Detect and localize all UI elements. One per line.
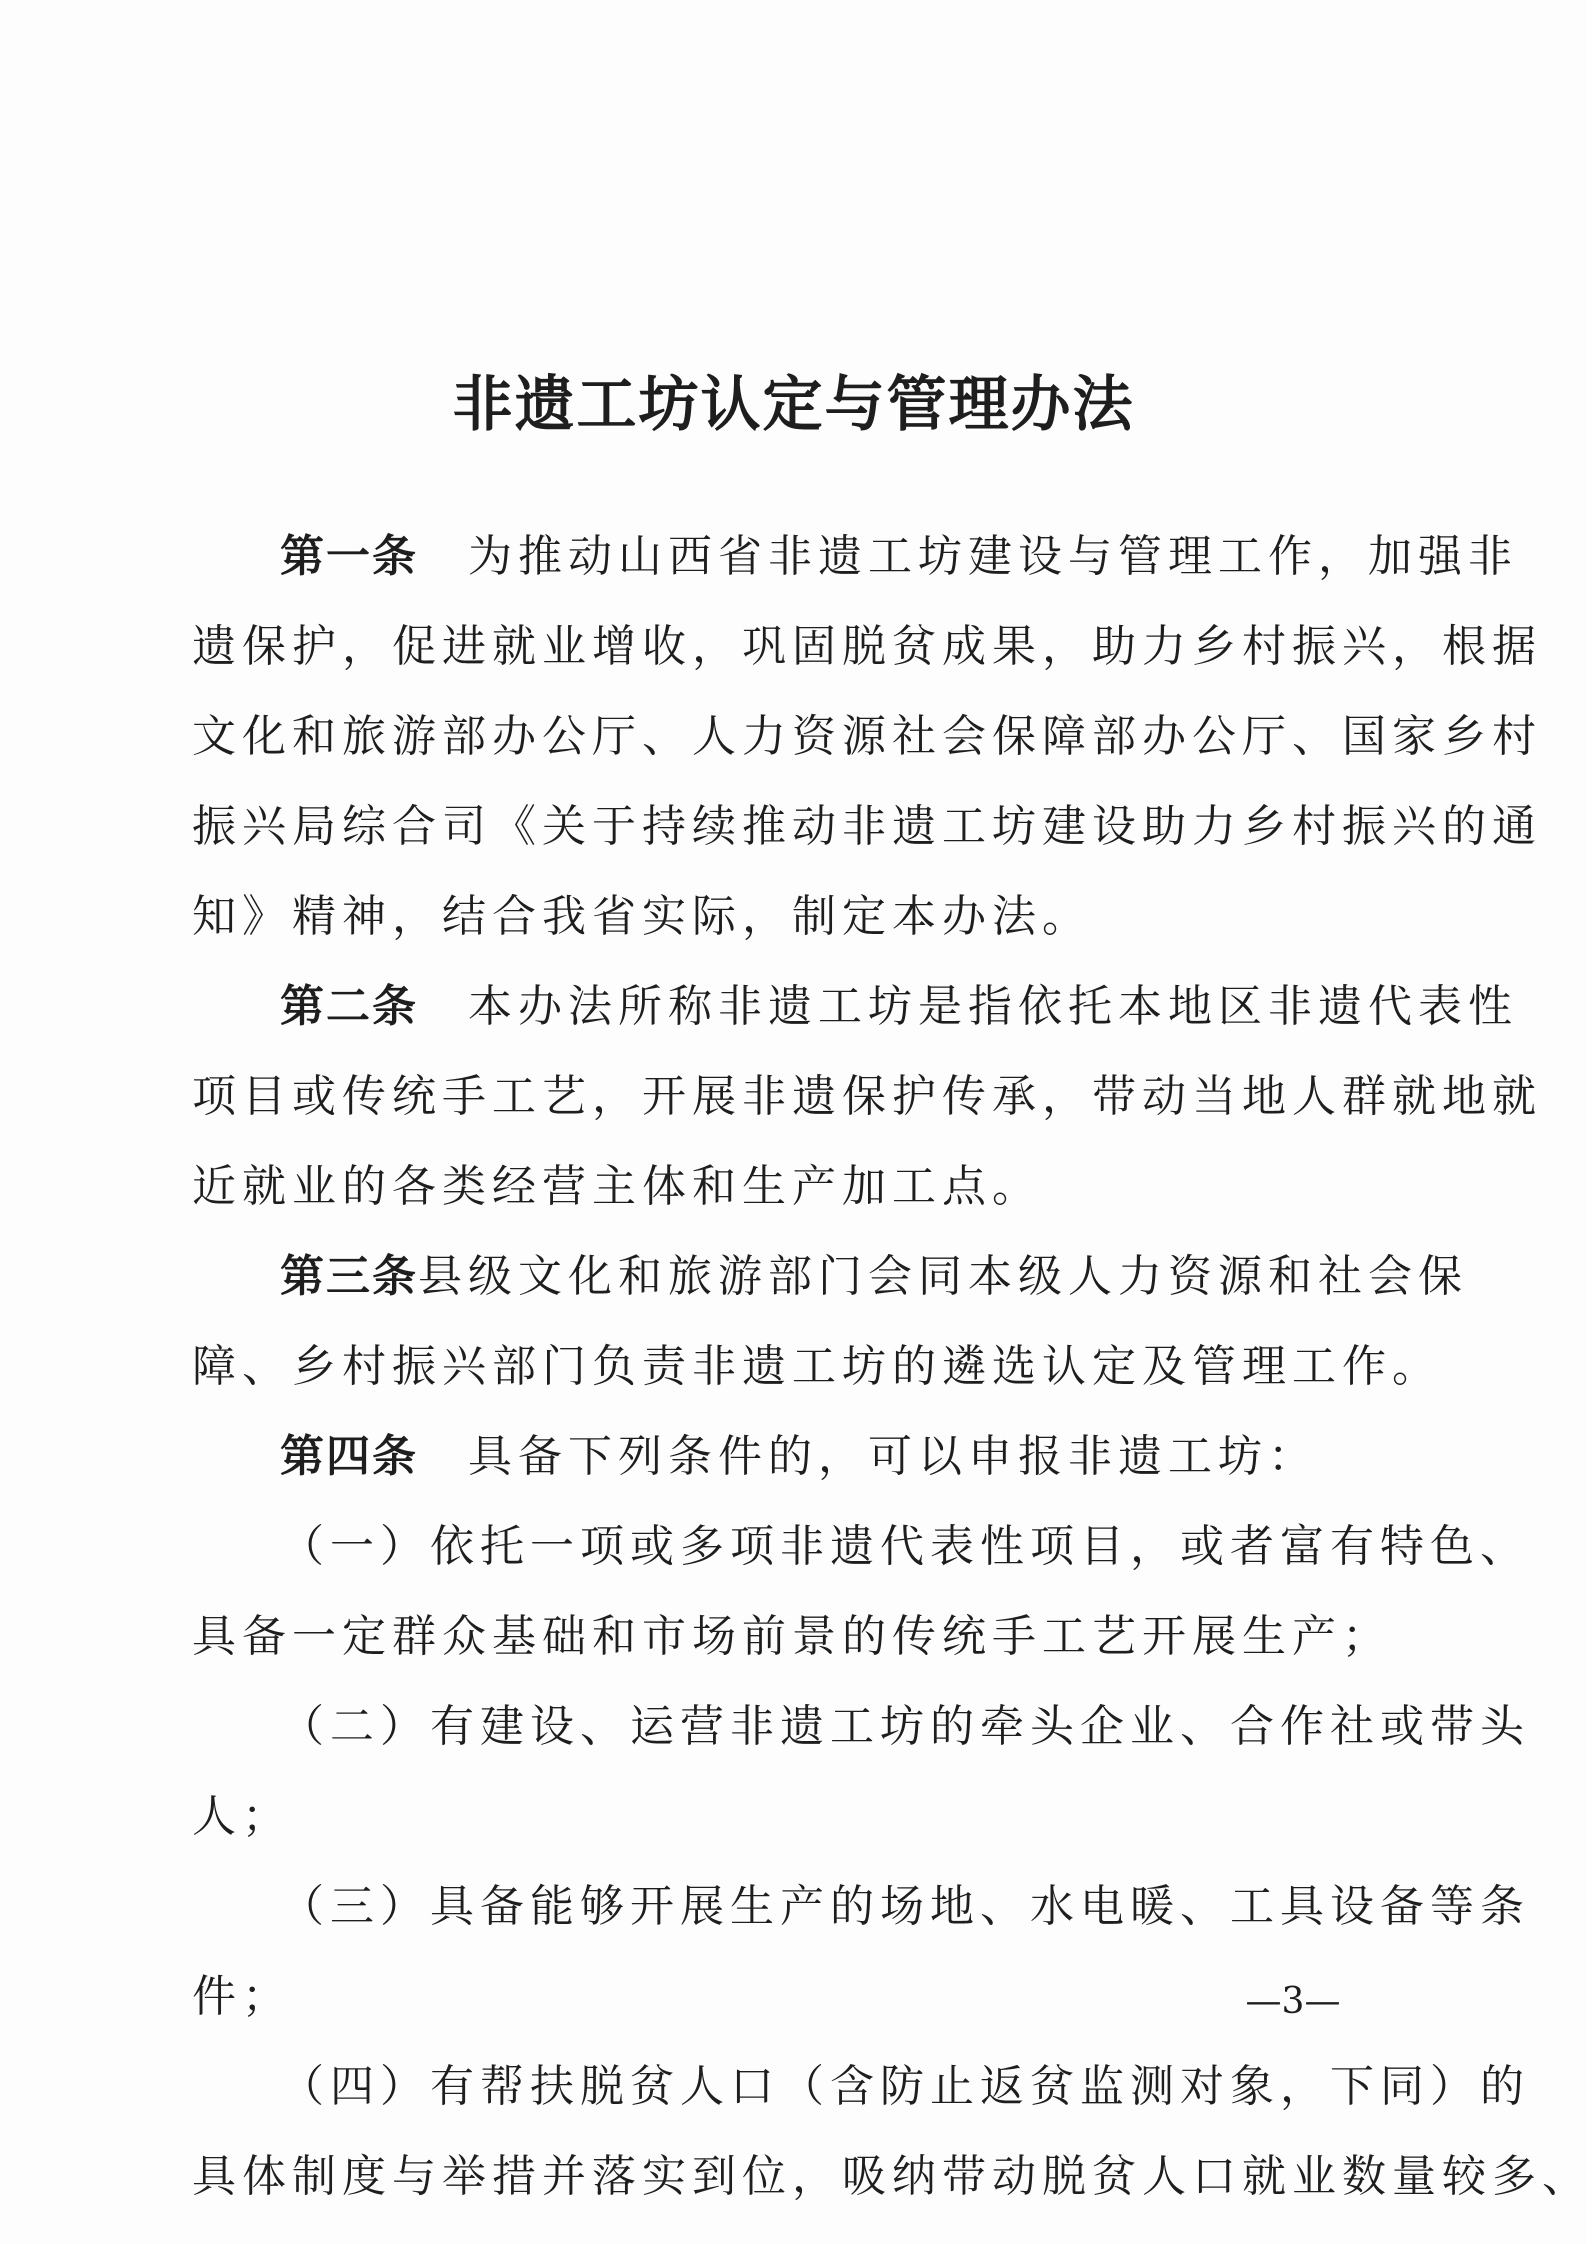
line-text: 本办法所称非遗工坊是指依托本地区非遗代表性 <box>418 981 1518 1032</box>
page-number: —3— <box>1245 1981 1341 2022</box>
line-text: 遗保护，促进就业增收，巩固脱贫成果，助力乡村振兴，根据 <box>192 621 1542 672</box>
line-text: 文化和旅游部办公厅、人力资源社会保障部办公厅、国家乡村 <box>192 711 1542 762</box>
line-text: 近就业的各类经营主体和生产加工点。 <box>192 1161 1042 1212</box>
line-text: 具备下列条件的，可以申报非遗工坊： <box>418 1431 1318 1482</box>
article-heading: 第三条 <box>280 1251 418 1302</box>
text-line <box>192 1052 1542 1142</box>
text-line <box>192 2132 1592 2222</box>
line-text: 具备一定群众基础和市场前景的传统手工艺开展生产； <box>192 1611 1392 1662</box>
text-line <box>192 1772 1358 1862</box>
line-text: 县级文化和旅游部门会同本级人力资源和社会保 <box>418 1251 1468 1302</box>
text-line <box>192 1862 1530 1952</box>
text-line <box>192 1682 1530 1772</box>
line-text: （四）有帮扶脱贫人口（含防止返贫监测对象，下同）的 <box>280 2061 1530 2112</box>
article-heading: 第二条 <box>280 981 418 1032</box>
text-line <box>192 1322 1442 1412</box>
article-heading: 第四条 <box>280 1431 418 1482</box>
text-line <box>192 1592 1392 1682</box>
line-text: 为推动山西省非遗工坊建设与管理工作，加强非 <box>418 531 1518 582</box>
text-line <box>192 1232 1468 1322</box>
text-line <box>192 2042 1530 2132</box>
line-text: 振兴局综合司《关于持续推动非遗工坊建设助力乡村振兴的通 <box>192 801 1542 852</box>
document-body <box>192 512 1592 2222</box>
text-line <box>192 1952 1358 2042</box>
line-text: （一）依托一项或多项非遗代表性项目，或者富有特色、 <box>280 1521 1530 1572</box>
document-title: 非遗工坊认定与管理办法 <box>452 370 1135 440</box>
line-text: 项目或传统手工艺，开展非遗保护传承，带动当地人群就地就 <box>192 1071 1542 1122</box>
line-text: （三）具备能够开展生产的场地、水电暖、工具设备等条 <box>280 1881 1530 1932</box>
text-line <box>192 692 1542 782</box>
line-text: （二）有建设、运营非遗工坊的牵头企业、合作社或带头 <box>280 1701 1530 1752</box>
text-line <box>192 872 1358 962</box>
text-line <box>192 1502 1530 1592</box>
text-line <box>192 602 1542 692</box>
line-text: 人； <box>192 1791 292 1842</box>
line-text: 障、乡村振兴部门负责非遗工坊的遴选认定及管理工作。 <box>192 1341 1442 1392</box>
article-heading: 第一条 <box>280 531 418 582</box>
text-line <box>192 1412 1358 1502</box>
line-text: 具体制度与举措并落实到位，吸纳带动脱贫人口就业数量较多、 <box>192 2151 1592 2202</box>
line-text: 知》精神，结合我省实际，制定本办法。 <box>192 891 1092 942</box>
text-line <box>192 512 1518 602</box>
text-line <box>192 1142 1358 1232</box>
line-text: 件； <box>192 1971 292 2022</box>
text-line <box>192 782 1542 872</box>
text-line <box>192 962 1518 1052</box>
